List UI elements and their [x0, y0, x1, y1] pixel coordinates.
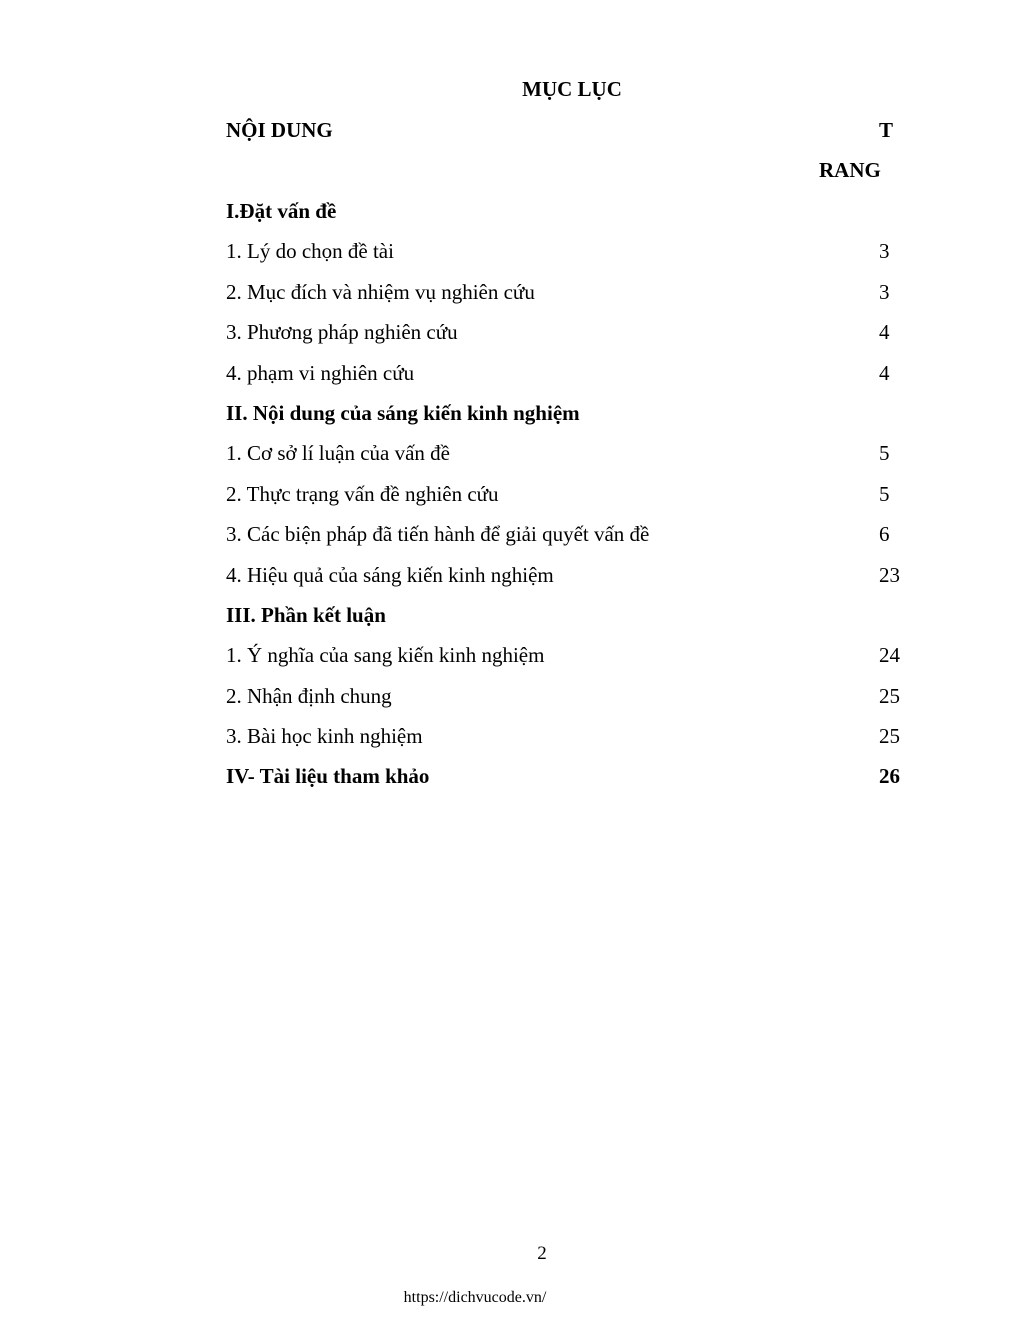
toc-entry-title: 1. Ý nghĩa của sang kiến kinh nghiệm	[226, 643, 545, 668]
toc-entry-page: 25	[879, 724, 900, 749]
toc-entry-page: 24	[879, 643, 900, 668]
toc-entry	[226, 478, 906, 518]
toc-entry-title: I.Đặt vấn đề	[226, 199, 337, 223]
toc-entry-title: 2. Thực trạng vấn đề nghiên cứu	[226, 481, 499, 506]
page-title: MỤC LỤC	[522, 77, 622, 101]
toc-entry-page: 3	[879, 239, 890, 264]
toc-entry-page: 5	[879, 481, 890, 506]
toc-entry-title: 1. Lý do chọn đề tài	[226, 239, 394, 264]
toc-entry	[226, 316, 906, 356]
toc-entry	[226, 235, 906, 275]
toc-entry	[226, 559, 906, 599]
toc-entry-page: 26	[879, 764, 900, 789]
page-column-header-line2: RANG	[819, 158, 881, 182]
toc-entry-title: 4. Hiệu quả của sáng kiến kinh nghiệm	[226, 562, 554, 587]
toc-entry-title: III. Phần kết luận	[226, 602, 386, 627]
toc-entry-title: 4. phạm vi nghiên cứu	[226, 360, 415, 385]
content-column-header: NỘI DUNG	[226, 118, 333, 142]
toc-entry	[226, 437, 906, 477]
footer-url[interactable]: https://dichvucode.vn/	[403, 1289, 547, 1306]
table-of-contents	[226, 195, 906, 801]
toc-entry-title: 2. Mục đích và nhiệm vụ nghiên cứu	[226, 279, 535, 304]
toc-entry-page: 3	[879, 279, 890, 304]
toc-entry-page: 23	[879, 562, 900, 587]
toc-entry	[226, 357, 906, 397]
toc-entry-page: 6	[879, 522, 890, 547]
page-column-header-line1: T	[879, 118, 894, 142]
toc-entry	[226, 720, 906, 760]
toc-entry-page: 25	[879, 683, 900, 708]
toc-entry-page: 5	[879, 441, 890, 466]
toc-entry-title: II. Nội dung của sáng kiến kinh nghiệm	[226, 400, 580, 425]
toc-entry	[226, 680, 906, 720]
toc-section-heading	[226, 599, 906, 639]
toc-section-heading	[226, 397, 906, 437]
toc-section-heading	[226, 760, 906, 800]
toc-entry-title: IV- Tài liệu tham khảo	[226, 764, 430, 789]
toc-section-heading	[226, 195, 906, 235]
toc-entry	[226, 276, 906, 316]
toc-entry	[226, 518, 906, 558]
toc-entry	[226, 639, 906, 679]
page-number: 2	[537, 1243, 547, 1264]
toc-entry-page: 4	[879, 320, 890, 345]
toc-entry-page: 4	[879, 360, 890, 385]
toc-entry-title: 3. Phương pháp nghiên cứu	[226, 320, 458, 345]
toc-entry-title: 3. Các biện pháp đã tiến hành để giải quyết vấn đề	[226, 522, 650, 547]
toc-entry-title: 2. Nhận định chung	[226, 683, 392, 708]
toc-entry-title: 3. Bài học kinh nghiệm	[226, 724, 423, 749]
toc-entry-title: 1. Cơ sở lí luận của vấn đề	[226, 441, 450, 466]
